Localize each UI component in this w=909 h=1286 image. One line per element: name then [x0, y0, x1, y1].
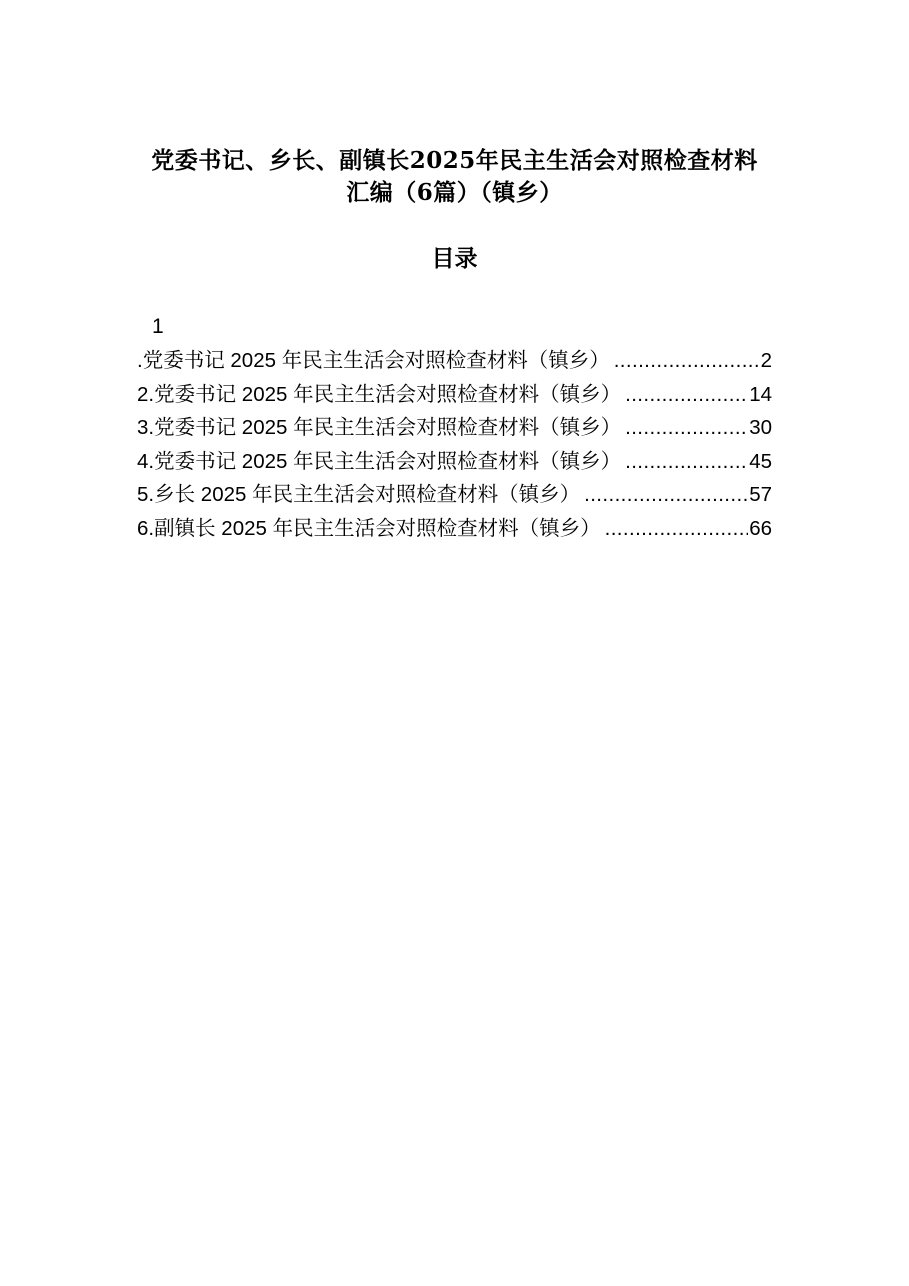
toc-page-number: 57 [749, 483, 772, 507]
toc-heading: 目录 [431, 245, 478, 272]
table-of-contents [137, 344, 772, 546]
toc-entry-6[interactable] [137, 512, 772, 546]
toc-entry-text: 2.党委书记 2025 年民主生活会对照检查材料（镇乡） [137, 382, 622, 406]
toc-entry-text: 6.副镇长 2025 年民主生活会对照检查材料（镇乡） [137, 516, 601, 540]
document-title-line-2: 汇编（6篇）（镇乡） [346, 179, 563, 206]
toc-entry-text: 4.党委书记 2025 年民主生活会对照检查材料（镇乡） [137, 449, 622, 473]
toc-page-number: 66 [749, 516, 772, 540]
toc-dot-leader [584, 478, 748, 512]
toc-dot-leader [625, 378, 748, 412]
document-title-line-1: 党委书记、乡长、副镇长2025年民主生活会对照检查材料 [151, 147, 758, 174]
toc-entry-text: 3.党委书记 2025 年民主生活会对照检查材料（镇乡） [137, 416, 622, 440]
toc-entry-text: 5.乡长 2025 年民主生活会对照检查材料（镇乡） [137, 483, 581, 507]
toc-entry-2[interactable] [137, 378, 772, 412]
toc-stray-number: 1 [152, 315, 164, 338]
toc-entry-4[interactable] [137, 445, 772, 479]
toc-entry-text: .党委书记 2025 年民主生活会对照检查材料（镇乡） [137, 349, 610, 372]
toc-entry-3[interactable] [137, 411, 772, 445]
toc-page-number: 2 [760, 349, 772, 372]
toc-dot-leader [625, 445, 748, 479]
toc-entry-1[interactable] [137, 344, 772, 378]
toc-page-number: 14 [749, 382, 772, 406]
toc-dot-leader [605, 512, 749, 546]
toc-entry-5[interactable] [137, 478, 772, 512]
toc-dot-leader [614, 344, 760, 378]
toc-dot-leader [625, 411, 748, 445]
toc-page-number: 30 [749, 416, 772, 440]
toc-page-number: 45 [749, 449, 772, 473]
